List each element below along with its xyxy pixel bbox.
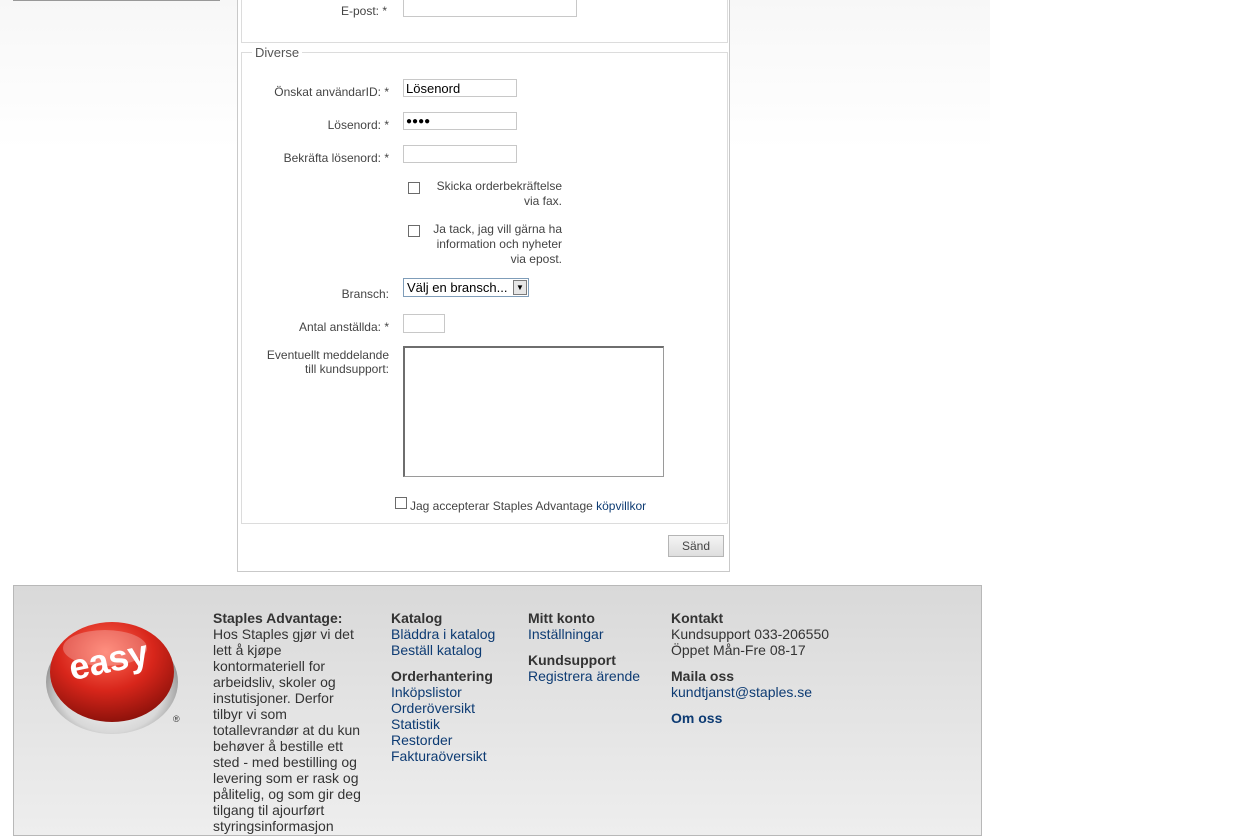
about-line: sted - med bestilling og <box>213 754 357 770</box>
newsletter-label <box>424 222 562 267</box>
message-textarea[interactable] <box>403 346 664 477</box>
logo-text: easy <box>64 631 152 689</box>
confirm-password-field[interactable] <box>403 145 517 163</box>
fax-label-line1: Skicka orderbekräftelse <box>436 179 562 193</box>
fax-label-line2: via fax. <box>523 194 562 208</box>
confirm-password-label: Bekräfta lösenord: * <box>283 151 389 165</box>
browse-catalog-link[interactable]: Bläddra i katalog <box>391 626 496 642</box>
contact-heading: Kontakt <box>671 610 724 626</box>
terms-text: Jag accepterar Staples Advantage <box>410 499 597 513</box>
easy-button-logo <box>45 610 180 735</box>
message-label-line2: till kundsupport: <box>304 362 389 376</box>
branch-selected-value: Välj en bransch... <box>407 280 508 295</box>
fieldset-legend: Diverse <box>252 45 302 60</box>
contact-fieldset <box>241 0 728 43</box>
chevron-down-icon[interactable]: ▼ <box>513 280 527 295</box>
terms-checkbox[interactable] <box>395 497 407 509</box>
register-case-link[interactable]: Registrera ärende <box>528 668 641 684</box>
sidebar-divider <box>13 0 220 1</box>
email-label: E-post: * <box>340 4 387 18</box>
order-handling-heading: Orderhantering <box>391 668 493 684</box>
about-line: tilbyr vi som <box>213 706 287 722</box>
submit-button[interactable]: Sänd <box>668 535 724 557</box>
about-line: totallevrandør at du kun <box>213 722 361 738</box>
about-line: tilgang til ajourført <box>213 802 325 818</box>
order-catalog-link[interactable]: Beställ katalog <box>391 642 483 658</box>
userid-label: Önskat användarID: * <box>274 85 389 99</box>
settings-link[interactable]: Inställningar <box>528 626 604 642</box>
terms-link[interactable]: köpvillkor <box>596 499 647 513</box>
about-line: Hos Staples gjør vi det <box>213 626 354 642</box>
about-heading: Staples Advantage: <box>213 610 343 626</box>
contact-column <box>671 610 851 726</box>
invoice-overview-link[interactable]: Fakturaöversikt <box>391 748 487 764</box>
logo-registered-mark: ® <box>173 714 180 724</box>
about-line: kontormateriell for <box>213 658 326 674</box>
fax-confirmation-label <box>424 179 562 209</box>
footer <box>13 585 982 836</box>
order-overview-link[interactable]: Orderöversikt <box>391 700 476 716</box>
catalog-column <box>391 610 516 764</box>
about-line: arbeidsliv, skoler og <box>213 674 336 690</box>
branch-select[interactable] <box>403 278 529 297</box>
my-account-heading: Mitt konto <box>528 610 595 626</box>
about-column <box>213 610 373 834</box>
email-us-heading: Maila oss <box>671 668 735 684</box>
catalog-heading: Katalog <box>391 610 443 626</box>
newsletter-label-line3: via epost. <box>510 252 562 266</box>
employees-label: Antal anställda: * <box>298 320 389 334</box>
newsletter-label-line1: Ja tack, jag vill gärna ha <box>433 222 562 236</box>
statistics-link[interactable]: Statistik <box>391 716 441 732</box>
backorder-link[interactable]: Restorder <box>391 732 453 748</box>
terms-label <box>410 499 646 513</box>
purchase-lists-link[interactable]: Inköpslistor <box>391 684 462 700</box>
message-label <box>267 348 389 376</box>
support-phone: Kundsupport 033-206550 <box>671 626 830 642</box>
about-us-link[interactable]: Om oss <box>671 710 723 726</box>
about-line: instutisjoner. Derfor <box>213 690 334 706</box>
email-field[interactable] <box>403 0 577 17</box>
password-field[interactable]: ●●●● <box>403 112 517 130</box>
message-label-line1: Eventuellt meddelande <box>266 348 389 362</box>
about-line: pålitelig, og som gir deg <box>213 786 361 802</box>
about-line: behøver å bestille ett <box>213 738 343 754</box>
employees-field[interactable] <box>403 314 445 333</box>
about-line: levering som er rask og <box>213 770 359 786</box>
newsletter-label-line2: information och nyheter <box>436 237 562 251</box>
newsletter-checkbox[interactable] <box>408 225 420 237</box>
about-line: styringsinformasjon <box>213 818 334 834</box>
branch-label: Bransch: <box>341 287 389 301</box>
password-label: Lösenord: * <box>327 118 389 132</box>
about-line: lett å kjøpe <box>213 642 282 658</box>
registration-form <box>237 0 730 572</box>
customer-support-heading: Kundsupport <box>528 652 616 668</box>
userid-field[interactable]: Lösenord <box>403 79 517 97</box>
fax-confirmation-checkbox[interactable] <box>408 182 420 194</box>
opening-hours: Öppet Mån-Fre 08-17 <box>671 642 806 658</box>
account-column <box>528 610 663 684</box>
support-email-link[interactable]: kundtjanst@staples.se <box>671 684 813 700</box>
